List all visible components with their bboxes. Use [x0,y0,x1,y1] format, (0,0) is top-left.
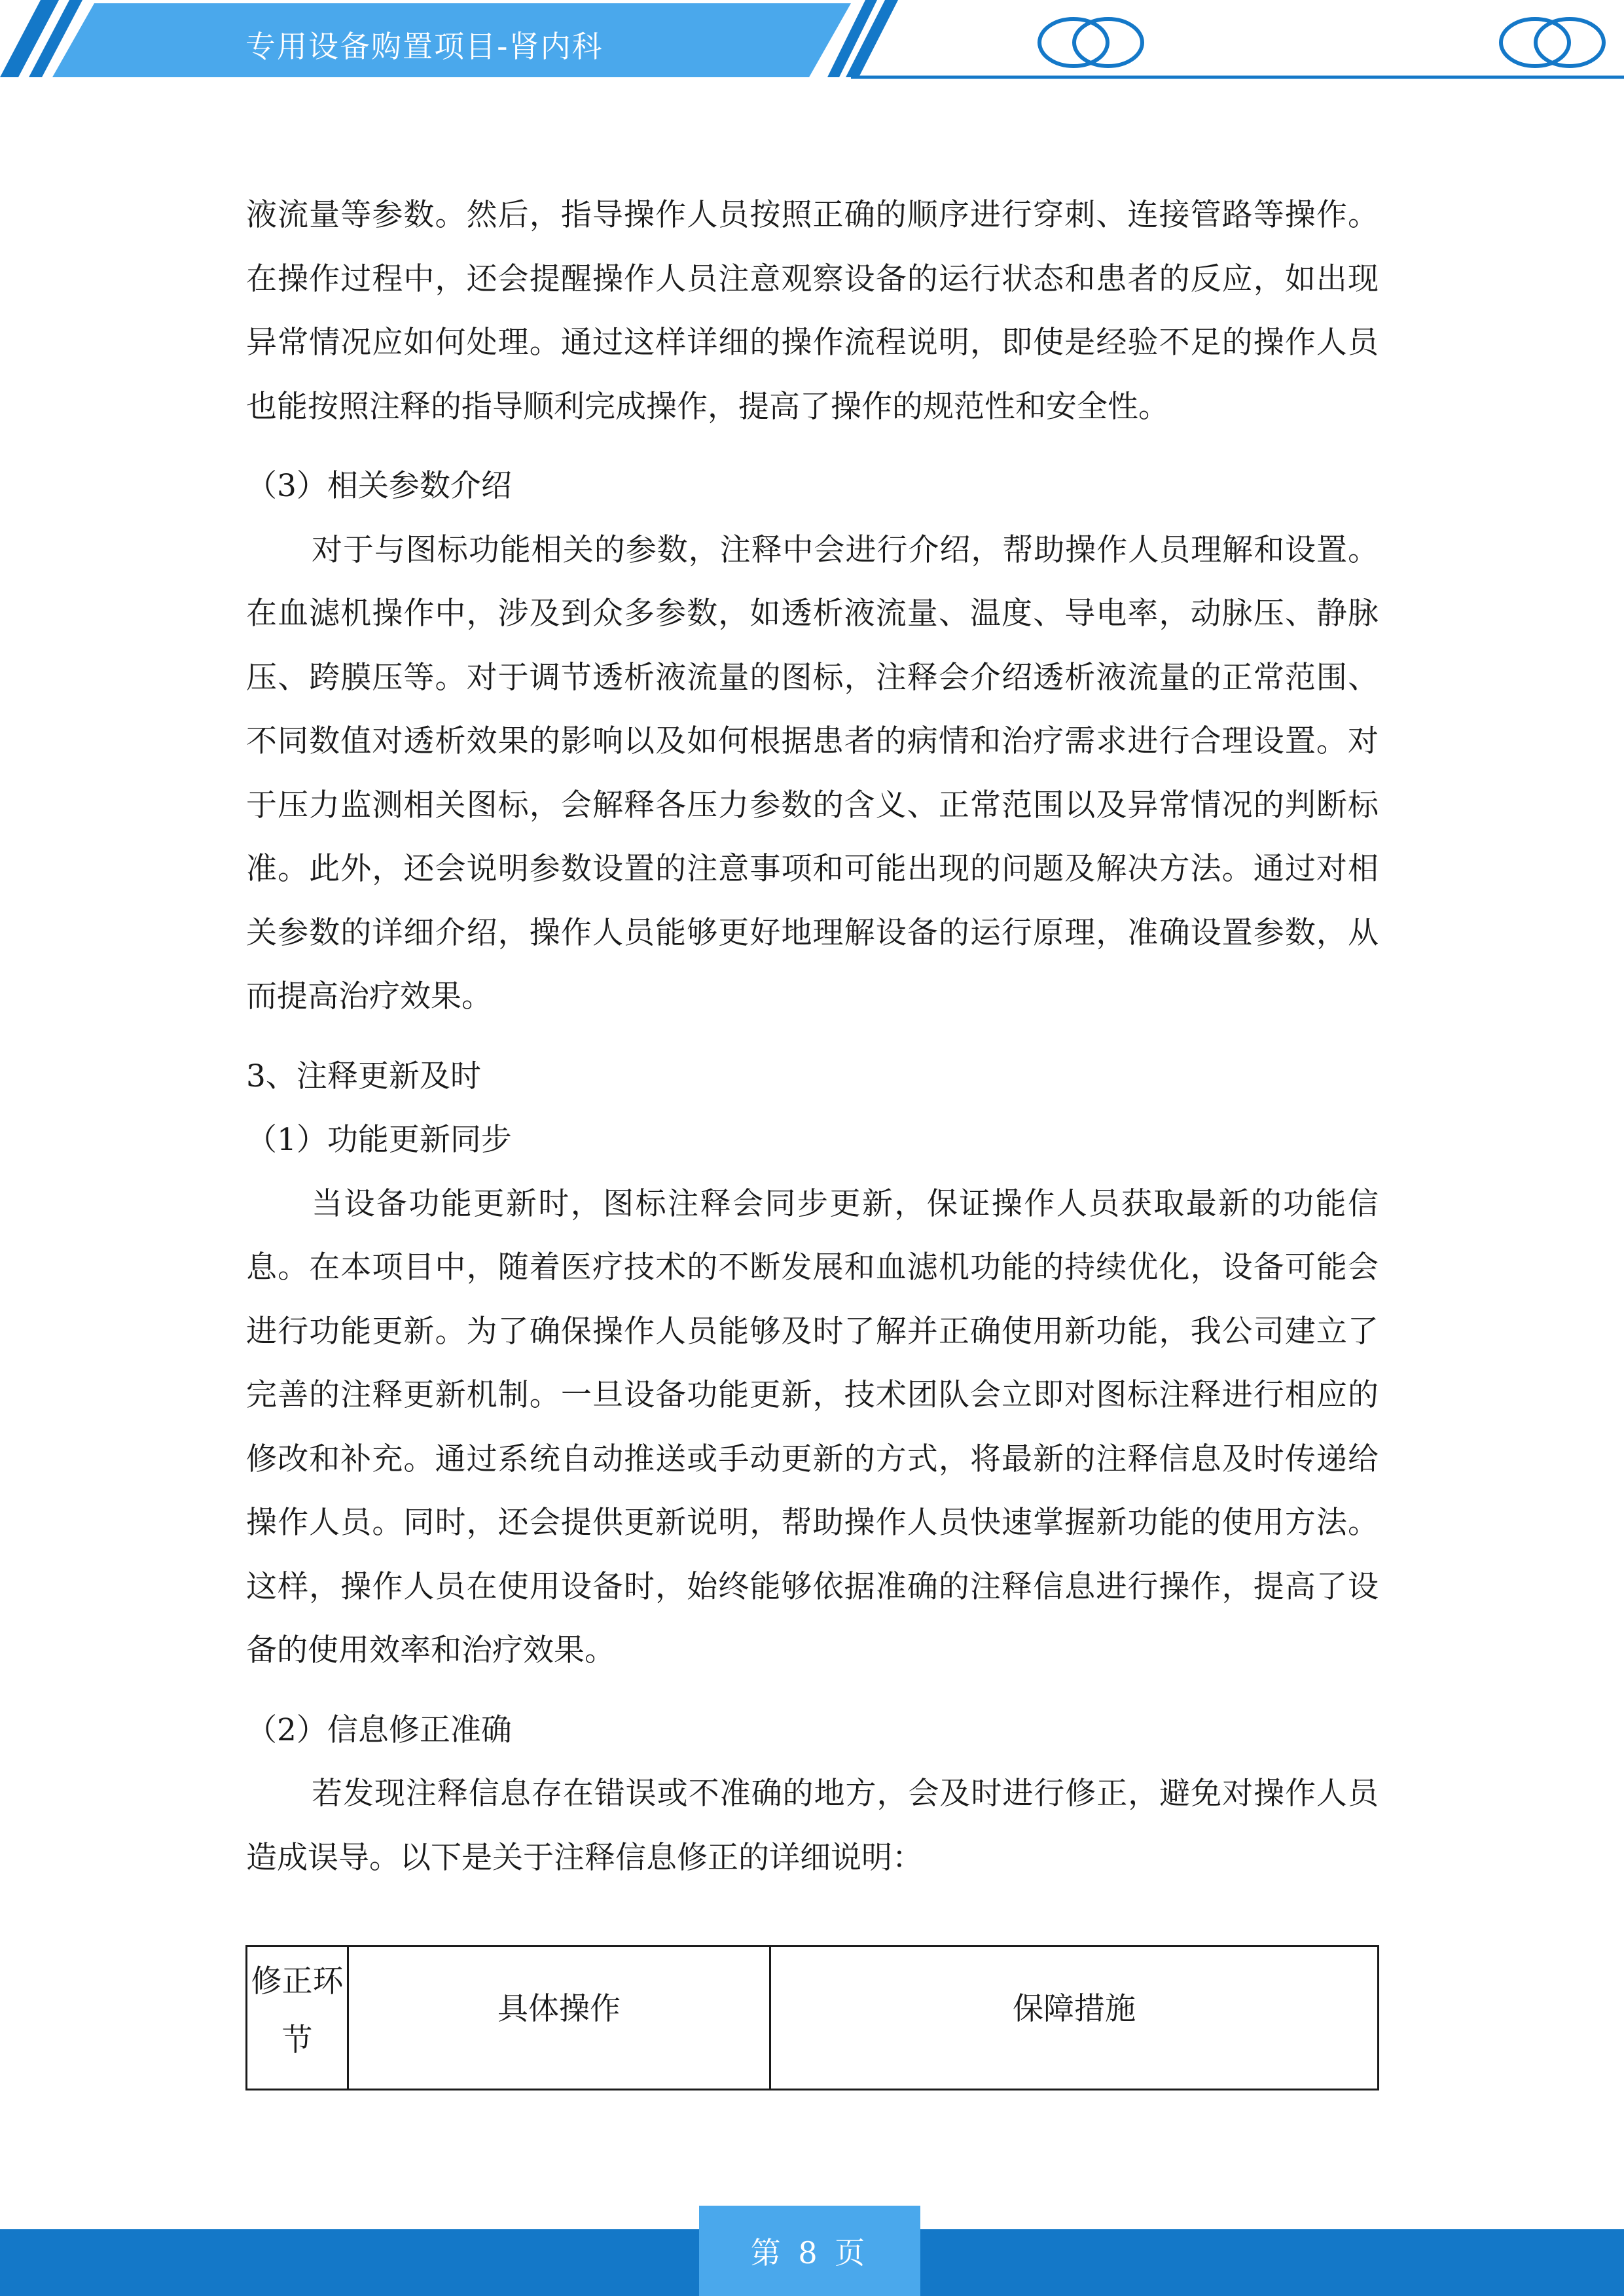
paragraph-related-params: 对于与图标功能相关的参数，注释中会进行介绍，帮助操作人员理解和设置。在血滤机操作中，涉及到众多参数，如透析液流量、温度、导电率，动脉压、静脉压、跨膜压等。对于调节透析液流量的图标，注释会介绍透析液流量的正常范围、不同数值对透析效果的影响以及如何根据患者的病情和治疗需求进行合理设置。对于压力监测相关图标，会解释各压力参数的含义、正常范围以及异常情况的判断标准。此外，还会说明参数设置的注意事项和可能出现的问题及解决方法。通过对相关参数的详细介绍，操作人员能够更好地理解设备的运行原理，准确设置参数，从而提高治疗效果。 [246,531,1379,1014]
paragraph-info-correction: 若发现注释信息存在错误或不准确的地方，会及时进行修正，避免对操作人员造成误导。以下是关于注释信息修正的详细说明： [246,1776,1379,1876]
table-header-cell: 修正环节 [247,1947,349,2089]
table-header-cell: 具体操作 [349,1947,771,2089]
paragraph-function-sync: 当设备功能更新时，图标注释会同步更新，保证操作人员获取最新的功能信息。在本项目中，随着医疗技术的不断发展和血滤机功能的持续优化，设备可能会进行功能更新。为了确保操作人员能够及时了解并正确使用新功能，我公司建立了完善的注释更新机制。一旦设备功能更新，技术团队会立即对图标注释进行相应的修改和补充。通过系统自动推送或手动更新的方式，将最新的注释信息及时传递给操作人员。同时，还会提供更新说明，帮助操作人员快速掌握新功能的使用方法。这样，操作人员在使用设备时，始终能够依据准确的注释信息进行操作，提高了设备的使用效率和治疗效果。 [246,1185,1379,1668]
header-title: 专用设备购置项目-肾内科 [245,29,604,64]
document-body [246,183,1379,1890]
heading-function-sync: （1）功能更新同步 [246,1122,512,1158]
heading-related-params: （3）相关参数介绍 [246,468,512,504]
page-number: 第 8 页 [699,2206,920,2296]
rings-logo-icon [1492,13,1617,72]
correction-table [245,1945,1379,2090]
table-header-cell: 保障措施 [1013,1991,1136,2027]
paragraph-operation-flow: 液流量等参数。然后，指导操作人员按照正确的顺序进行穿刺、连接管路等操作。在操作过程中，还会提醒操作人员注意观察设备的运行状态和患者的反应，如出现异常情况应如何处理。通过这样详细的操作流程说明，即使是经验不足的操作人员也能按照注释的指导顺利完成操作，提高了操作的规范性和安全性。 [246,197,1379,425]
heading-annotation-update: 3、注释更新及时 [246,1058,481,1094]
header-band [0,0,1624,85]
page-header [0,0,1624,85]
rings-logo-icon [1031,13,1155,72]
heading-info-correction: （2）信息修正准确 [246,1712,512,1748]
